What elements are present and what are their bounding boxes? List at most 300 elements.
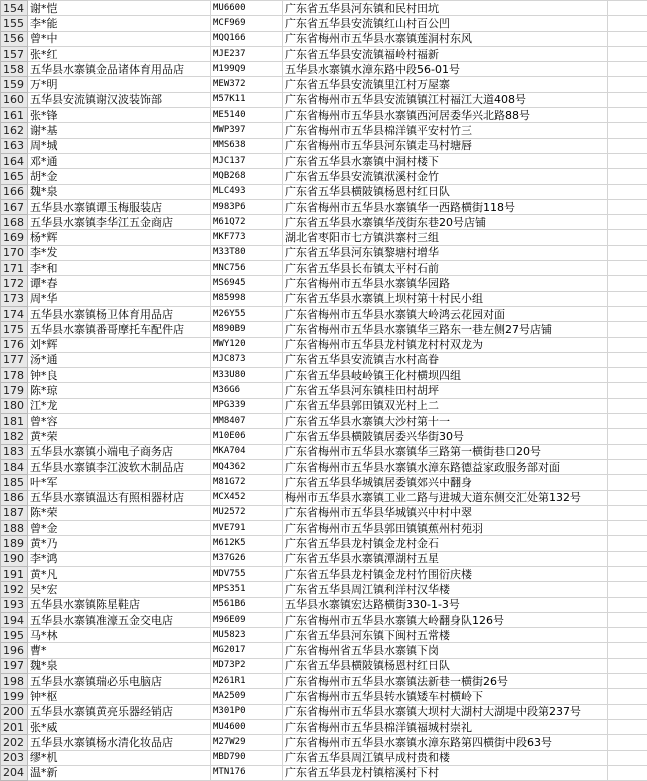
address-cell[interactable]: 广东省梅州市五华县水寨镇西河居委华兴北路88号 — [283, 108, 608, 123]
name-cell[interactable]: 黄*荣 — [28, 429, 211, 444]
row-header[interactable]: 192 — [1, 582, 28, 597]
name-cell[interactable]: 曹* — [28, 643, 211, 658]
code-cell[interactable]: M61Q72 — [211, 215, 283, 230]
empty-cell[interactable] — [608, 643, 647, 658]
address-cell[interactable]: 广东省五华县横陂镇杨恩村红日队 — [283, 184, 608, 199]
row-header[interactable]: 166 — [1, 184, 28, 199]
address-cell[interactable]: 湖北省枣阳市七方镇洪寨村三组 — [283, 230, 608, 245]
row-header[interactable]: 165 — [1, 169, 28, 184]
address-cell[interactable]: 广东省五华县河东镇下闽村五常楼 — [283, 628, 608, 643]
row-header[interactable]: 173 — [1, 291, 28, 306]
address-cell[interactable]: 广东省梅州市五华县郭田镇镇蕉州村苑羽 — [283, 521, 608, 536]
row-header[interactable]: 156 — [1, 31, 28, 46]
row-header[interactable]: 174 — [1, 306, 28, 321]
name-cell[interactable]: 吴*宏 — [28, 582, 211, 597]
code-cell[interactable]: MQQ166 — [211, 31, 283, 46]
name-cell[interactable]: 五华县水寨镇李华江五金商店 — [28, 215, 211, 230]
row-header[interactable]: 190 — [1, 551, 28, 566]
address-cell[interactable]: 广东省五华县安流镇红山村百公凹 — [283, 16, 608, 31]
empty-cell[interactable] — [608, 612, 647, 627]
address-cell[interactable]: 广东省五华县河东镇桂田村胡坪 — [283, 383, 608, 398]
name-cell[interactable]: 陈*荣 — [28, 505, 211, 520]
code-cell[interactable]: MCX452 — [211, 490, 283, 505]
row-header[interactable]: 155 — [1, 16, 28, 31]
table-row — [1, 612, 647, 627]
address-cell[interactable]: 广东省五华县龙村镇金龙村金石 — [283, 536, 608, 551]
address-cell[interactable]: 广东省五华县河东镇黎塘村增华 — [283, 245, 608, 260]
empty-cell[interactable] — [608, 551, 647, 566]
name-cell[interactable]: 五华县水寨镇准濠五金交电店 — [28, 612, 211, 627]
table-row — [1, 429, 647, 444]
empty-cell[interactable] — [608, 31, 647, 46]
code-cell[interactable]: MEW372 — [211, 77, 283, 92]
code-cell[interactable]: MDV755 — [211, 566, 283, 581]
table-row — [1, 750, 647, 765]
row-header[interactable]: 194 — [1, 612, 28, 627]
code-cell[interactable]: MWY120 — [211, 337, 283, 352]
code-cell[interactable]: MWP397 — [211, 123, 283, 138]
empty-cell[interactable] — [608, 337, 647, 352]
table-row — [1, 184, 647, 199]
row-header[interactable]: 198 — [1, 674, 28, 689]
row-header[interactable]: 176 — [1, 337, 28, 352]
row-header[interactable]: 204 — [1, 765, 28, 780]
name-cell[interactable]: 刘*辉 — [28, 337, 211, 352]
address-cell[interactable]: 广东省梅州市五华县水寨镇华三路东一巷左侧27号店铺 — [283, 322, 608, 337]
code-cell[interactable]: M96E09 — [211, 612, 283, 627]
name-cell[interactable]: 五华县水寨镇温达有照相器材店 — [28, 490, 211, 505]
empty-cell[interactable] — [608, 475, 647, 490]
name-cell[interactable]: 李*和 — [28, 261, 211, 276]
address-cell[interactable]: 广东省五华县龙村镇金龙村竹围衍庆楼 — [283, 566, 608, 581]
row-header[interactable]: 160 — [1, 92, 28, 107]
table-row — [1, 383, 647, 398]
code-cell[interactable]: M561B6 — [211, 597, 283, 612]
row-header[interactable]: 168 — [1, 215, 28, 230]
table-row — [1, 199, 647, 214]
empty-cell[interactable] — [608, 704, 647, 719]
code-cell[interactable]: MA2509 — [211, 689, 283, 704]
address-cell[interactable]: 广东省五华县安流镇洑溪村金竹 — [283, 169, 608, 184]
address-cell[interactable]: 广东省梅州市五华县水寨镇华三路第一横街巷口20号 — [283, 444, 608, 459]
table-row — [1, 77, 647, 92]
code-cell[interactable]: MG2017 — [211, 643, 283, 658]
code-cell[interactable]: MQ4362 — [211, 459, 283, 474]
table-row — [1, 62, 647, 77]
name-cell[interactable]: 李*鸿 — [28, 551, 211, 566]
empty-cell[interactable] — [608, 16, 647, 31]
row-header[interactable]: 203 — [1, 750, 28, 765]
code-cell[interactable]: M890B9 — [211, 322, 283, 337]
table-row — [1, 230, 647, 245]
table-row — [1, 505, 647, 520]
table-row — [1, 31, 647, 46]
empty-cell[interactable] — [608, 398, 647, 413]
row-header[interactable]: 188 — [1, 521, 28, 536]
table-row — [1, 261, 647, 276]
table-row — [1, 92, 647, 107]
code-cell[interactable]: M57K11 — [211, 92, 283, 107]
code-cell[interactable]: MCF969 — [211, 16, 283, 31]
code-cell[interactable]: M33U80 — [211, 368, 283, 383]
table-row — [1, 337, 647, 352]
code-cell[interactable]: MPS351 — [211, 582, 283, 597]
empty-cell[interactable] — [608, 505, 647, 520]
address-cell[interactable]: 广东省梅州市五华县水寨镇大坝村大湖村大湖堤中段第237号 — [283, 704, 608, 719]
table-row — [1, 628, 647, 643]
name-cell[interactable]: 马*林 — [28, 628, 211, 643]
empty-cell[interactable] — [608, 429, 647, 444]
empty-cell[interactable] — [608, 108, 647, 123]
empty-cell[interactable] — [608, 459, 647, 474]
spreadsheet-body — [1, 1, 647, 781]
address-cell[interactable]: 广东省梅州市五华县棉洋镇福城村崇礼 — [283, 719, 608, 734]
address-cell[interactable]: 广东省梅州市五华县水寨镇华园路 — [283, 276, 608, 291]
name-cell[interactable]: 五华县水寨镇杨水清化妆品店 — [28, 735, 211, 750]
table-row — [1, 306, 647, 321]
code-cell[interactable]: MKA704 — [211, 444, 283, 459]
empty-cell[interactable] — [608, 582, 647, 597]
code-cell[interactable]: M612K5 — [211, 536, 283, 551]
name-cell[interactable]: 魏*泉 — [28, 184, 211, 199]
row-header[interactable]: 202 — [1, 735, 28, 750]
row-header[interactable]: 164 — [1, 153, 28, 168]
empty-cell[interactable] — [608, 230, 647, 245]
empty-cell[interactable] — [608, 46, 647, 61]
table-row — [1, 398, 647, 413]
row-header[interactable]: 179 — [1, 383, 28, 398]
code-cell[interactable]: M199Q9 — [211, 62, 283, 77]
row-header[interactable]: 186 — [1, 490, 28, 505]
address-cell[interactable]: 广东省梅州省五华县水寨镇下岗 — [283, 643, 608, 658]
empty-cell[interactable] — [608, 306, 647, 321]
table-row — [1, 414, 647, 429]
table-row — [1, 444, 647, 459]
name-cell[interactable]: 魏*泉 — [28, 658, 211, 673]
empty-cell[interactable] — [608, 765, 647, 780]
address-cell[interactable]: 广东省梅州市五华县水寨镇莲洞村东风 — [283, 31, 608, 46]
code-cell[interactable]: MU2572 — [211, 505, 283, 520]
row-header[interactable]: 191 — [1, 566, 28, 581]
name-cell[interactable]: 谢*基 — [28, 123, 211, 138]
empty-cell[interactable] — [608, 658, 647, 673]
name-cell[interactable]: 钟*良 — [28, 368, 211, 383]
row-header[interactable]: 197 — [1, 658, 28, 673]
address-cell[interactable]: 广东省梅州市五华县龙村镇龙村村双龙为 — [283, 337, 608, 352]
empty-cell[interactable] — [608, 735, 647, 750]
table-row — [1, 719, 647, 734]
name-cell[interactable]: 温*新 — [28, 765, 211, 780]
address-cell[interactable]: 广东省梅州市五华县安流镇镇江村福江大道408号 — [283, 92, 608, 107]
code-cell[interactable]: M81G72 — [211, 475, 283, 490]
address-cell[interactable]: 广东省梅州市五华县转水镇矮车村横岭下 — [283, 689, 608, 704]
row-header[interactable]: 199 — [1, 689, 28, 704]
empty-cell[interactable] — [608, 153, 647, 168]
code-cell[interactable]: MJC873 — [211, 352, 283, 367]
code-cell[interactable]: M36G6 — [211, 383, 283, 398]
code-cell[interactable]: M85998 — [211, 291, 283, 306]
empty-cell[interactable] — [608, 674, 647, 689]
empty-cell[interactable] — [608, 215, 647, 230]
empty-cell[interactable] — [608, 92, 647, 107]
row-header[interactable]: 159 — [1, 77, 28, 92]
code-cell[interactable]: MPG339 — [211, 398, 283, 413]
name-cell[interactable]: 李*发 — [28, 245, 211, 260]
row-header[interactable]: 200 — [1, 704, 28, 719]
row-header[interactable]: 171 — [1, 261, 28, 276]
row-header[interactable]: 175 — [1, 322, 28, 337]
address-cell[interactable]: 广东省梅州市五华县水寨镇华一西路横街118号 — [283, 199, 608, 214]
name-cell[interactable]: 五华县水寨镇黄亮乐器经销店 — [28, 704, 211, 719]
table-row — [1, 521, 647, 536]
empty-cell[interactable] — [608, 521, 647, 536]
name-cell[interactable]: 张*红 — [28, 46, 211, 61]
code-cell[interactable]: MLC493 — [211, 184, 283, 199]
table-row — [1, 704, 647, 719]
row-header[interactable]: 189 — [1, 536, 28, 551]
empty-cell[interactable] — [608, 138, 647, 153]
code-cell[interactable]: MTN176 — [211, 765, 283, 780]
empty-cell[interactable] — [608, 536, 647, 551]
empty-cell[interactable] — [608, 123, 647, 138]
empty-cell[interactable] — [608, 414, 647, 429]
name-cell[interactable]: 江*龙 — [28, 398, 211, 413]
address-cell[interactable]: 广东省五华县水寨镇中洞村楼下 — [283, 153, 608, 168]
table-row — [1, 582, 647, 597]
table-row — [1, 674, 647, 689]
address-cell[interactable]: 广东省五华县郭田镇双光村上二 — [283, 398, 608, 413]
code-cell[interactable]: MQB268 — [211, 169, 283, 184]
code-cell[interactable]: M37G26 — [211, 551, 283, 566]
table-row — [1, 153, 647, 168]
address-cell[interactable]: 广东省五华县周江镇利洋村汉华楼 — [283, 582, 608, 597]
code-cell[interactable]: MVE791 — [211, 521, 283, 536]
empty-cell[interactable] — [608, 566, 647, 581]
table-row — [1, 46, 647, 61]
row-header[interactable]: 178 — [1, 368, 28, 383]
name-cell[interactable]: 张*威 — [28, 719, 211, 734]
table-row — [1, 551, 647, 566]
table-row — [1, 536, 647, 551]
address-cell[interactable]: 广东省五华县龙村镇榕溪村下村 — [283, 765, 608, 780]
name-cell[interactable]: 邓*通 — [28, 153, 211, 168]
name-cell[interactable]: 汤*通 — [28, 352, 211, 367]
row-header[interactable]: 158 — [1, 62, 28, 77]
empty-cell[interactable] — [608, 383, 647, 398]
code-cell[interactable]: MMS638 — [211, 138, 283, 153]
row-header[interactable]: 163 — [1, 138, 28, 153]
table-row — [1, 689, 647, 704]
table-row — [1, 352, 647, 367]
name-cell[interactable]: 曾*中 — [28, 31, 211, 46]
empty-cell[interactable] — [608, 184, 647, 199]
name-cell[interactable]: 杨*辉 — [28, 230, 211, 245]
address-cell[interactable]: 广东省五华县岐岭镇王化村横坝四组 — [283, 368, 608, 383]
row-header[interactable]: 184 — [1, 459, 28, 474]
address-cell[interactable]: 广东省五华县安流镇吉水村高眷 — [283, 352, 608, 367]
table-row — [1, 735, 647, 750]
empty-cell[interactable] — [608, 352, 647, 367]
row-header[interactable]: 182 — [1, 429, 28, 444]
name-cell[interactable]: 张*锋 — [28, 108, 211, 123]
address-cell[interactable]: 广东省五华县水寨镇上坝村第十村民小组 — [283, 291, 608, 306]
empty-cell[interactable] — [608, 490, 647, 505]
table-row — [1, 475, 647, 490]
name-cell[interactable]: 曾*容 — [28, 414, 211, 429]
row-header[interactable]: 196 — [1, 643, 28, 658]
name-cell[interactable]: 谢*恺 — [28, 1, 211, 16]
empty-cell[interactable] — [608, 368, 647, 383]
address-cell[interactable]: 广东省梅州市五华县水寨镇水漳东路德益家政服务部对面 — [283, 459, 608, 474]
table-row — [1, 459, 647, 474]
code-cell[interactable]: M27W29 — [211, 735, 283, 750]
address-cell[interactable]: 广东省五华县长布镇太平村石前 — [283, 261, 608, 276]
address-cell[interactable]: 广东省五华县水寨镇大沙村第十一 — [283, 414, 608, 429]
code-cell[interactable]: M10E06 — [211, 429, 283, 444]
code-cell[interactable]: M261R1 — [211, 674, 283, 689]
empty-cell[interactable] — [608, 750, 647, 765]
code-cell[interactable]: MNC756 — [211, 261, 283, 276]
address-cell[interactable]: 广东省五华县周江镇早成村贵和楼 — [283, 750, 608, 765]
table-row — [1, 566, 647, 581]
row-header[interactable]: 157 — [1, 46, 28, 61]
address-cell[interactable]: 广东省梅州市五华县河东镇走马村塘唇 — [283, 138, 608, 153]
code-cell[interactable]: M26Y55 — [211, 306, 283, 321]
empty-cell[interactable] — [608, 276, 647, 291]
empty-cell[interactable] — [608, 689, 647, 704]
row-header[interactable]: 181 — [1, 414, 28, 429]
address-cell[interactable]: 五华县水寨镇宏达路横街330-1-3号 — [283, 597, 608, 612]
code-cell[interactable]: MM8407 — [211, 414, 283, 429]
address-cell[interactable]: 广东省梅州市五华县水寨镇大岭鸿云花园对面 — [283, 306, 608, 321]
table-row — [1, 1, 647, 16]
empty-cell[interactable] — [608, 261, 647, 276]
code-cell[interactable]: MU6600 — [211, 1, 283, 16]
empty-cell[interactable] — [608, 169, 647, 184]
table-row — [1, 368, 647, 383]
address-cell[interactable]: 广东省五华县安流镇福岭村福新 — [283, 46, 608, 61]
name-cell[interactable]: 万*明 — [28, 77, 211, 92]
row-header[interactable]: 193 — [1, 597, 28, 612]
name-cell[interactable]: 黄*凡 — [28, 566, 211, 581]
empty-cell[interactable] — [608, 628, 647, 643]
name-cell[interactable]: 陈*琼 — [28, 383, 211, 398]
row-header[interactable]: 167 — [1, 199, 28, 214]
code-cell[interactable]: MU5823 — [211, 628, 283, 643]
row-header[interactable]: 177 — [1, 352, 28, 367]
table-row — [1, 643, 647, 658]
name-cell[interactable]: 五华县安流镇谢汉波装饰部 — [28, 92, 211, 107]
table-row — [1, 765, 647, 780]
empty-cell[interactable] — [608, 1, 647, 16]
row-header[interactable]: 180 — [1, 398, 28, 413]
code-cell[interactable]: M33T80 — [211, 245, 283, 260]
table-row — [1, 658, 647, 673]
code-cell[interactable]: MJE237 — [211, 46, 283, 61]
address-cell[interactable]: 广东省五华县华城镇居委镇郊兴中翻身 — [283, 475, 608, 490]
name-cell[interactable]: 五华县水寨镇番哥摩托车配件店 — [28, 322, 211, 337]
address-cell[interactable]: 广东省梅州市五华县水寨镇法新巷一横街26号 — [283, 674, 608, 689]
table-row — [1, 169, 647, 184]
name-cell[interactable]: 五华县水寨镇瑞必乐电脑店 — [28, 674, 211, 689]
table-row — [1, 245, 647, 260]
address-cell[interactable]: 广东省梅州市五华县华城镇兴中村中翠 — [283, 505, 608, 520]
address-cell[interactable]: 广东省五华县横陂镇居委兴华街30号 — [283, 429, 608, 444]
table-row — [1, 276, 647, 291]
empty-cell[interactable] — [608, 444, 647, 459]
address-cell[interactable]: 广东省五华县河东镇和民村田坑 — [283, 1, 608, 16]
empty-cell[interactable] — [608, 322, 647, 337]
row-header[interactable]: 154 — [1, 1, 28, 16]
name-cell[interactable]: 五华县水寨镇金品诸体育用品店 — [28, 62, 211, 77]
name-cell[interactable]: 五华县水寨镇小端电子商务店 — [28, 444, 211, 459]
row-header[interactable]: 172 — [1, 276, 28, 291]
name-cell[interactable]: 周*城 — [28, 138, 211, 153]
code-cell[interactable]: MD73P2 — [211, 658, 283, 673]
row-header[interactable]: 201 — [1, 719, 28, 734]
row-header[interactable]: 169 — [1, 230, 28, 245]
code-cell[interactable]: MU4600 — [211, 719, 283, 734]
address-cell[interactable]: 广东省梅州市五华县水寨镇大岭翻身队126号 — [283, 612, 608, 627]
empty-cell[interactable] — [608, 597, 647, 612]
address-cell[interactable]: 广东省五华县安流镇里江村万屋寨 — [283, 77, 608, 92]
code-cell[interactable]: MJC137 — [211, 153, 283, 168]
name-cell[interactable]: 五华县水寨镇杨卫体育用品店 — [28, 306, 211, 321]
name-cell[interactable]: 缪*机 — [28, 750, 211, 765]
table-row — [1, 291, 647, 306]
row-header[interactable]: 183 — [1, 444, 28, 459]
row-header[interactable]: 162 — [1, 123, 28, 138]
name-cell[interactable]: 五华县水寨镇陈星鞋店 — [28, 597, 211, 612]
name-cell[interactable]: 钟*枢 — [28, 689, 211, 704]
empty-cell[interactable] — [608, 719, 647, 734]
empty-cell[interactable] — [608, 245, 647, 260]
row-header[interactable]: 187 — [1, 505, 28, 520]
row-header[interactable]: 185 — [1, 475, 28, 490]
name-cell[interactable]: 五华县水寨镇谭玉梅服装店 — [28, 199, 211, 214]
name-cell[interactable]: 黄*乃 — [28, 536, 211, 551]
empty-cell[interactable] — [608, 199, 647, 214]
address-cell[interactable]: 广东省五华县水寨镇华茂街东巷20号店铺 — [283, 215, 608, 230]
name-cell[interactable]: 曾*金 — [28, 521, 211, 536]
name-cell[interactable]: 李*能 — [28, 16, 211, 31]
address-cell[interactable]: 五华县水寨镇水漳东路中段56-01号 — [283, 62, 608, 77]
empty-cell[interactable] — [608, 62, 647, 77]
code-cell[interactable]: ME5140 — [211, 108, 283, 123]
address-cell[interactable]: 广东省五华县横陂镇杨恩村红日队 — [283, 658, 608, 673]
address-cell[interactable]: 广东省梅州市五华县水寨镇水漳东路第四横街中段63号 — [283, 735, 608, 750]
name-cell[interactable]: 谭*春 — [28, 276, 211, 291]
code-cell[interactable]: MS6945 — [211, 276, 283, 291]
name-cell[interactable]: 胡*金 — [28, 169, 211, 184]
code-cell[interactable]: MKF773 — [211, 230, 283, 245]
code-cell[interactable]: M301P0 — [211, 704, 283, 719]
row-header[interactable]: 170 — [1, 245, 28, 260]
address-cell[interactable]: 梅州市五华县水寨镇工业二路与进城大道东侧交汇处第132号 — [283, 490, 608, 505]
empty-cell[interactable] — [608, 291, 647, 306]
row-header[interactable]: 195 — [1, 628, 28, 643]
address-cell[interactable]: 广东省五华县水寨镇潭湖村五星 — [283, 551, 608, 566]
name-cell[interactable]: 周*华 — [28, 291, 211, 306]
table-row — [1, 322, 647, 337]
empty-cell[interactable] — [608, 77, 647, 92]
row-header[interactable]: 161 — [1, 108, 28, 123]
code-cell[interactable]: M983P6 — [211, 199, 283, 214]
code-cell[interactable]: MBD790 — [211, 750, 283, 765]
name-cell[interactable]: 五华县水寨镇李江波软木制品店 — [28, 459, 211, 474]
address-cell[interactable]: 广东省梅州市五华县棉洋镇平安村竹三 — [283, 123, 608, 138]
name-cell[interactable]: 叶*军 — [28, 475, 211, 490]
